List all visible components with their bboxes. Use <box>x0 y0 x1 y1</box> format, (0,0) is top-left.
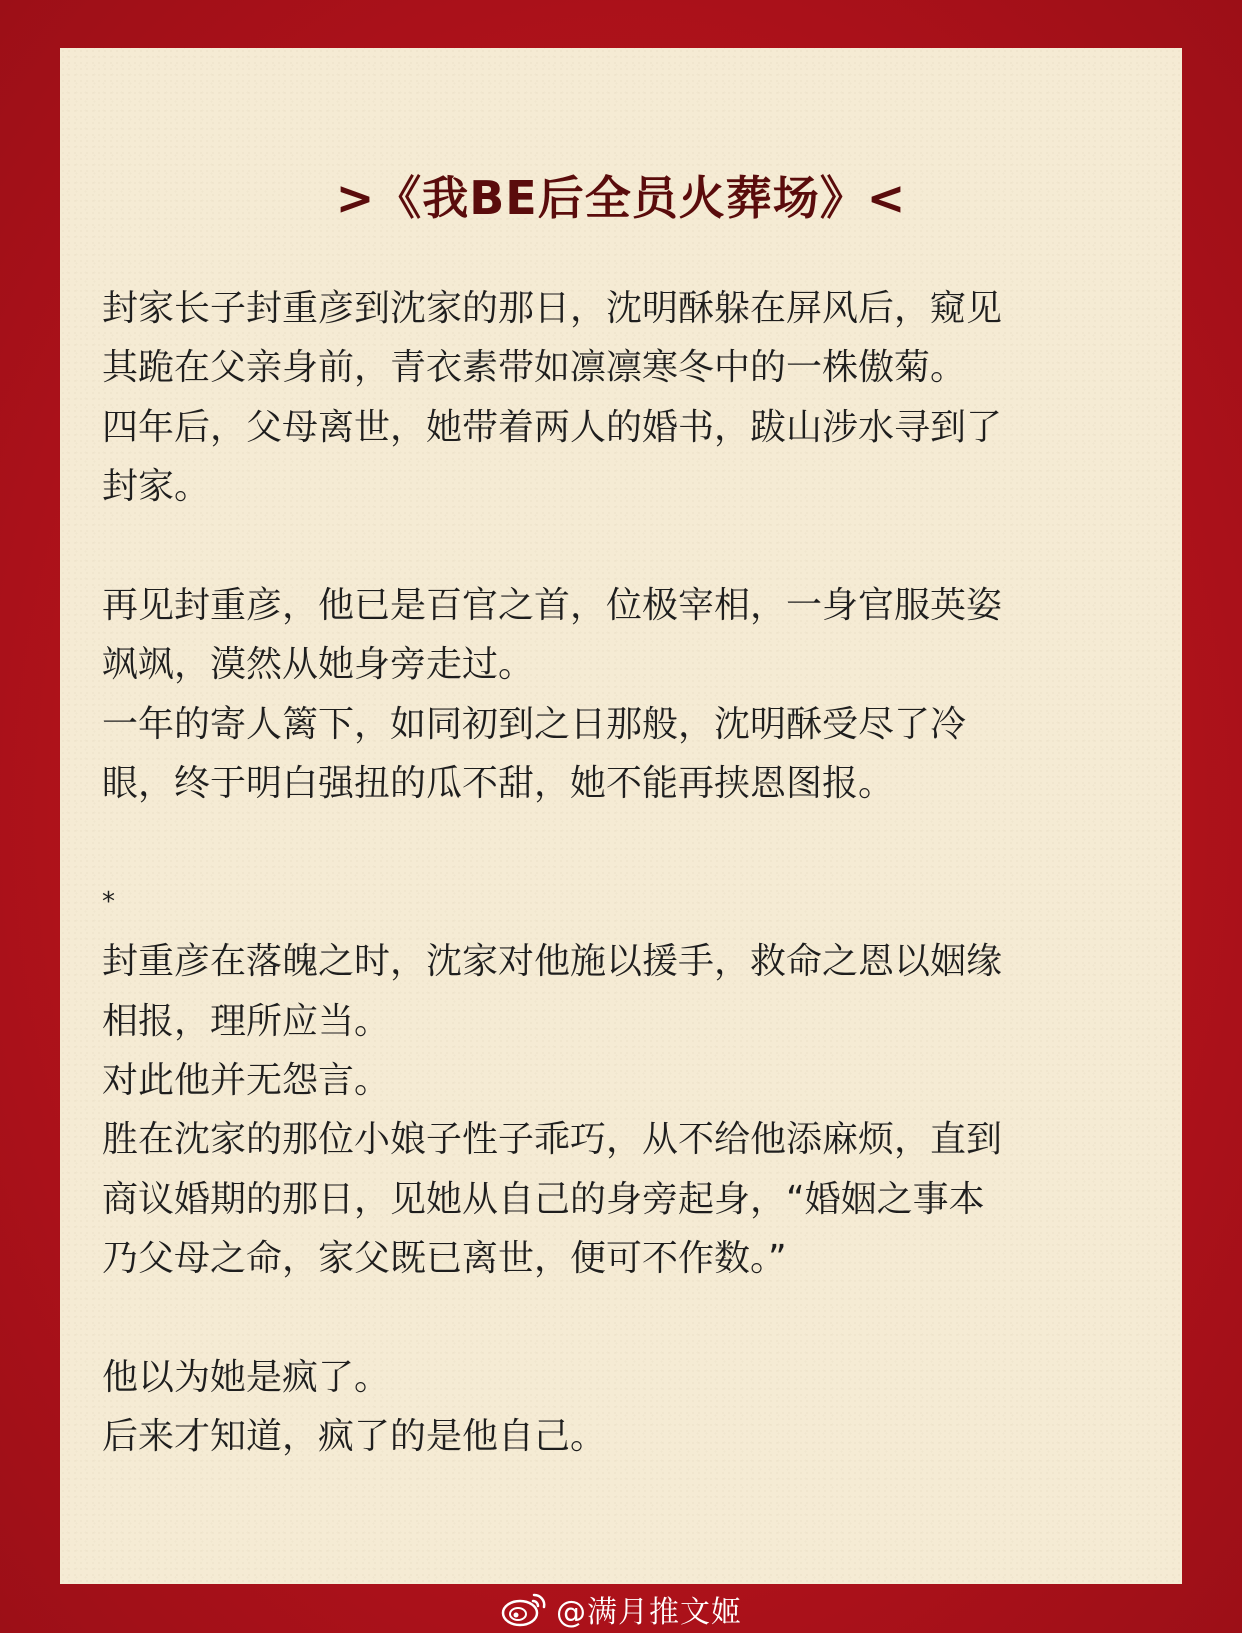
weibo-icon <box>500 1591 548 1627</box>
text-line: 乃父母之命，家父既已离世，便可不作数。” <box>102 1238 787 1280</box>
text-line: 封重彦在落魄之时，沈家对他施以援手，救命之恩以姻缘 <box>102 941 1003 983</box>
paragraph-spacer <box>102 1289 1142 1348</box>
paragraph-4 <box>102 1348 1142 1467</box>
paragraph-1 <box>102 279 1142 517</box>
text-line: 他以为她是疯了。 <box>102 1357 391 1399</box>
text-line: 商议婚期的那日，见她从自己的身旁起身，“婚姻之事本 <box>102 1178 985 1220</box>
author-handle[interactable]: @满月推文姬 <box>556 1594 742 1630</box>
text-line: 其跪在父亲身前，青衣素带如凛凛寒冬中的一株傲菊。 <box>102 347 967 389</box>
text-line: 飒飒，漠然从她身旁走过。 <box>102 644 535 686</box>
text-line: 相报，理所应当。 <box>102 1000 391 1042</box>
text-line: 再见封重彦，他已是百官之首，位极宰相，一身官服英姿 <box>102 584 1003 626</box>
article-body <box>102 279 1142 1467</box>
text-line: 封家。 <box>102 466 211 508</box>
text-line: 胜在沈家的那位小娘子性子乖巧，从不给他添麻烦，直到 <box>102 1119 1003 1161</box>
text-line: 后来才知道，疯了的是他自己。 <box>102 1416 607 1458</box>
text-line: 一年的寄人篱下，如同初到之日那般，沈明酥受尽了冷 <box>102 703 967 745</box>
paper-card <box>60 48 1182 1584</box>
text-line: 封家长子封重彦到沈家的那日，沈明酥躲在屏风后，窥见 <box>102 288 1003 329</box>
paragraph-2 <box>102 576 1142 814</box>
text-line: 对此他并无怨言。 <box>102 1060 391 1102</box>
watermark <box>0 1584 1242 1633</box>
paragraph-spacer <box>102 814 1142 873</box>
page-title: >《我BE后全员火葬场》< <box>335 171 907 225</box>
paragraph-spacer <box>102 517 1142 576</box>
paragraph-3 <box>102 873 1142 1289</box>
text-line: 四年后，父母离世，她带着两人的婚书，跋山涉水寻到了 <box>102 406 1003 448</box>
section-separator: * <box>102 886 115 917</box>
text-line: 眼，终于明白强扭的瓜不甜，她不能再挟恩图报。 <box>102 763 895 805</box>
